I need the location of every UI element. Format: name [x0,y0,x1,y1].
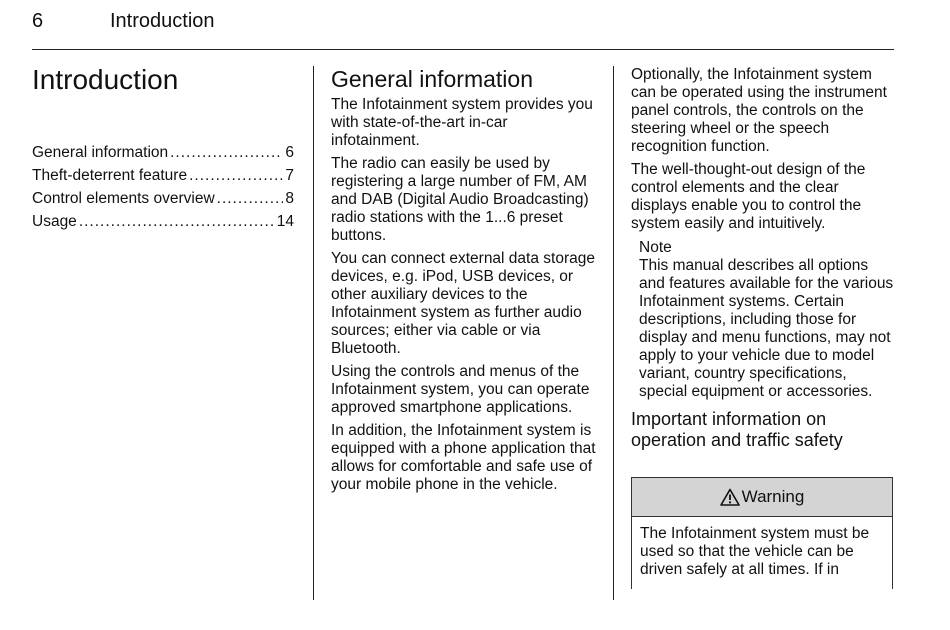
warning-triangle-icon [720,488,740,506]
toc-entry-page: 14 [276,213,294,230]
general-information-section [331,64,599,499]
running-header-title: Introduction [110,10,215,32]
toc-entry[interactable] [32,210,294,233]
paragraph: The radio can easily be used by registering a large number of FM, AM and DAB (Digital Audio Broadcasting) radio stations with the 1...6 preset buttons. [331,155,589,244]
section-title: General information [331,66,533,92]
warning-text: The Infotainment system must be used so that the vehicle can be driven safely at all times. If in [640,525,870,578]
chapter-title: Introduction [32,64,179,95]
toc-entry[interactable] [32,164,294,187]
right-column [631,66,897,451]
toc-entry[interactable] [32,141,294,164]
paragraph: The well-thought-out design of the control elements and the clear displays enable you to control the system easily and intuitively. [631,161,866,232]
table-of-contents [32,141,294,233]
paragraph: The Infotainment system provides you with state-of-the-art in-car infotainment. [331,96,593,149]
toc-entry[interactable] [32,187,294,210]
column-divider-right [613,66,614,600]
paragraph: Optionally, the Infotainment system can be operated using the instrument panel controls, the controls on the steering wheel or the speech recognition function. [631,66,887,155]
page-number: 6 [32,10,44,32]
toc-entry-label: Theft-deterrent feature [32,167,188,184]
warning-box [631,477,893,589]
warning-label: Warning [741,487,805,506]
toc-leader-dots [189,164,283,187]
paragraph: You can connect external data storage devices, e.g. iPod, USB devices, or other auxiliary devices to the Infotainment system as further audio sources; either via cable or via Bluetooth. [331,250,595,357]
header-rule [32,49,894,50]
paragraph: Using the controls and menus of the Infotainment system, you can operate approved smartphone applications. [331,363,590,416]
toc-leader-dots [217,187,284,210]
toc-entry-label: Usage [32,213,77,230]
warning-header [632,478,892,517]
subsection-title: Important information on operation and traffic safety [631,409,843,450]
paragraph: In addition, the Infotainment system is equipped with a phone application that allows for comfortable and safe use of your mobile phone in the vehicle. [331,422,596,493]
note-heading: Note [639,239,672,256]
note-text: This manual describes all options and features available for the various Infotainment systems. Certain descriptions, including those for display and menu functions, may not apply to your vehicle due to model variant, country specifications, special equipment or accessories. [639,257,894,400]
toc-leader-dots [170,141,283,164]
note-block [639,239,897,401]
toc-entry-page: 7 [285,167,294,184]
column-divider-left [313,66,314,600]
toc-entry-label: General information [32,144,169,161]
toc-entry-label: Control elements overview [32,190,215,207]
toc-entry-page: 8 [285,190,294,207]
toc-entry-page: 6 [285,144,294,161]
toc-leader-dots [79,210,275,233]
